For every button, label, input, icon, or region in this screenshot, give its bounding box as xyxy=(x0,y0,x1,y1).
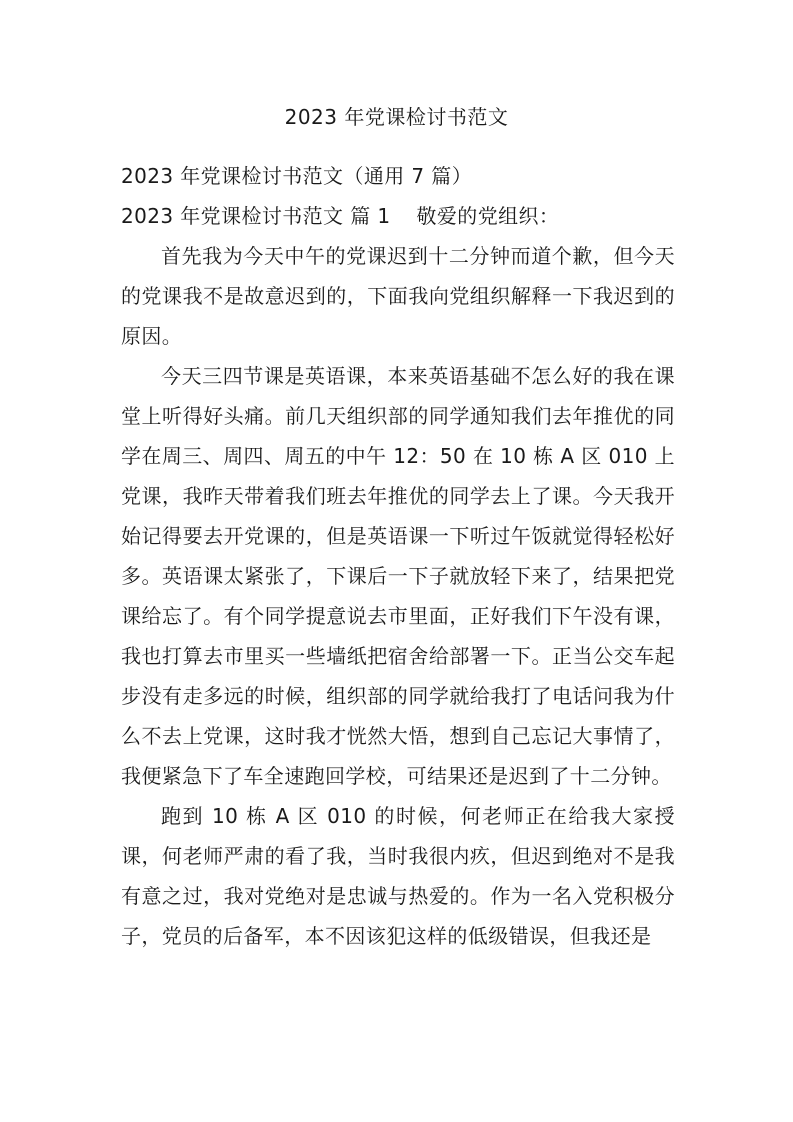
section-heading-line xyxy=(121,196,675,236)
salutation: 敬爱的党组织： xyxy=(416,204,560,228)
document-title: 2023 年党课检讨书范文 xyxy=(284,105,509,129)
paragraph-1: 首先我为今天中午的党课迟到十二分钟而道个歉，但今天的党课我不是故意迟到的，下面我向党组织解释一下我迟到的原因。 xyxy=(121,244,675,348)
paragraph-3: 跑到 10 栋 A 区 010 的时候，何老师正在给我大家授课，何老师严肃的看了我，当时我很内疚，但迟到绝对不是我有意之过，我对党绝对是忠诚与热爱的。作为一名入党积极分子，党员的后备军，本不因该犯这样的低级错误，但我还是 xyxy=(121,804,675,948)
document-subtitle: 2023 年党课检讨书范文（通用 7 篇） xyxy=(121,164,473,188)
paragraph-2: 今天三四节课是英语课，本来英语基础不怎么好的我在课堂上听得好头痛。前几天组织部的同学通知我们去年推优的同学在周三、周四、周五的中午 12：50 在 10 栋 A 区 010 上党课，我昨天带着我们班去年推优的同学去上了课。今天我开始记得要去开党课的，但是英语课一下听过午饭就觉得轻松好多。英语课太紧张了，下课后一下子就放轻下来了，结果把党课给忘了。有个同学提意说去市里面，正好我们下午没有课，我也打算去市里买一些墙纸把宿舍给部署一下。正当公交车起步没有走多远的时候，组织部的同学就给我打了电话问我为什么不去上党课，这时我才恍然大悟，想到自己忘记大事情了，我便紧急下了车全速跑回学校，可结果还是迟到了十二分钟。 xyxy=(121,364,675,788)
section-heading: 2023 年党课检讨书范文 篇 1 xyxy=(121,204,391,228)
document-body xyxy=(121,156,675,956)
